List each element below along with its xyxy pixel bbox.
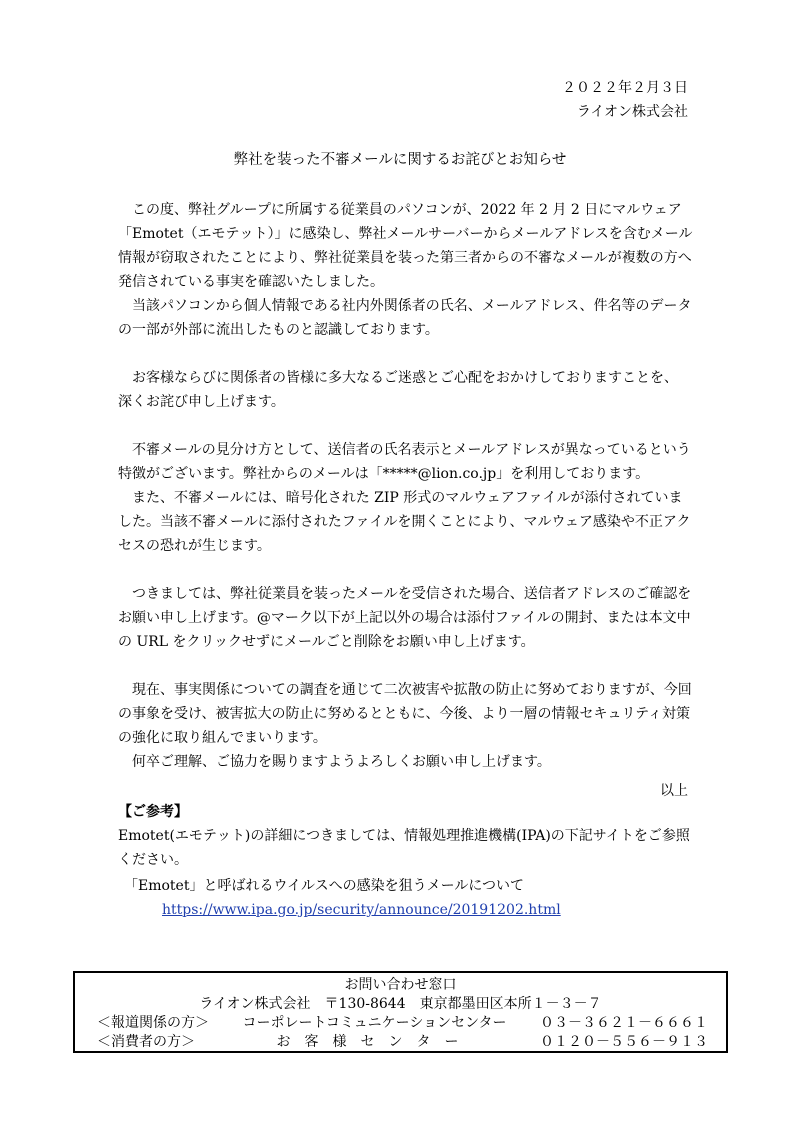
reference-url-link[interactable]: https://www.ipa.go.jp/security/announce/20191202.html bbox=[162, 902, 561, 918]
body-line: この度、弊社グループに所属する従業員のパソコンが、2022 年 2 月 2 日にマルウェア bbox=[132, 202, 682, 218]
consumer-label: ＜消費者の方＞ bbox=[97, 1034, 195, 1050]
reference-line: Emotet(エモテット)の詳細につきましては、情報処理推進機構(IPA)の下記サイトをご参照 bbox=[118, 828, 690, 844]
contact-row-press bbox=[97, 1012, 708, 1032]
body-text bbox=[118, 198, 693, 774]
consumer-phone: ０１２０－５５６－９１３ bbox=[540, 1034, 708, 1050]
body-line: 不審メールの見分け方として、送信者の氏名表示とメールアドレスが異なっているという bbox=[132, 442, 691, 458]
contact-address: ライオン株式会社 〒130-8644 東京都墨田区本所１－３－７ bbox=[199, 996, 602, 1012]
body-line: の URL をクリックせずにメールごと削除をお願い申し上げます。 bbox=[118, 634, 535, 650]
body-line: 発信されている事実を確認いたしました。 bbox=[118, 274, 384, 290]
contact-box bbox=[73, 971, 728, 1053]
body-line: また、不審メールには、暗号化された ZIP 形式のマルウェアファイルが添付されていま bbox=[132, 490, 683, 506]
contact-heading: お問い合わせ窓口 bbox=[344, 977, 457, 993]
body-line: 深くお詫び申し上げます。 bbox=[118, 394, 285, 410]
body-line: つきましては、弊社従業員を装ったメールを受信された場合、送信者アドレスのご確認を bbox=[132, 586, 692, 602]
body-line: お願い申し上げます。@マーク以下が上記以外の場合は添付ファイルの開封、または本文中 bbox=[118, 610, 691, 626]
body-line: 情報が窃取されたことにより、弊社従業員を装った第三者からの不審なメールが複数の方へ bbox=[118, 250, 692, 266]
consumer-department: お 客 様 セ ン タ ー bbox=[276, 1034, 459, 1050]
issue-date: ２０２２年２月３日 bbox=[562, 80, 688, 96]
company-name: ライオン株式会社 bbox=[576, 104, 688, 120]
body-line: の一部が外部に流出したものと認識しております。 bbox=[118, 322, 439, 338]
body-line: の強化に取り組んでまいります。 bbox=[118, 730, 327, 746]
body-line: セスの恐れが生じます。 bbox=[118, 538, 271, 554]
body-line: 当該パソコンから個人情報である社内外関係者の氏名、メールアドレス、件名等のデータ bbox=[132, 298, 692, 314]
contact-row-consumer bbox=[97, 1031, 708, 1051]
body-line: 特徴がございます。弊社からのメールは「*****@lion.co.jp」を利用しております。 bbox=[118, 466, 650, 482]
body-line: の事象を受け、被害拡大の防止に努めるとともに、今後、より一層の情報セキュリティ対策 bbox=[118, 706, 691, 722]
page-title: 弊社を装った不審メールに関するお詫びとお知らせ bbox=[233, 152, 567, 168]
reference-heading: 【ご参考】 bbox=[118, 804, 188, 820]
press-phone: ０３－３６２１－６６６１ bbox=[539, 1015, 708, 1031]
press-label: ＜報道関係の方＞ bbox=[97, 1015, 209, 1031]
press-department: コーポレートコミュニケーションセンター bbox=[242, 1015, 507, 1031]
reference-line: ください。 bbox=[118, 852, 188, 868]
body-line: 現在、事実関係についての調査を通じて二次被害や拡散の防止に努めておりますが、今回 bbox=[132, 682, 692, 698]
closing-mark: 以上 bbox=[660, 783, 688, 799]
body-line: 「Emotet（エモテット）」に感染し、弊社メールサーバーからメールアドレスを含むメール bbox=[118, 226, 693, 242]
body-line: した。当該不審メールに添付されたファイルを開くことにより、マルウェア感染や不正アク bbox=[118, 514, 691, 530]
body-line: お客様ならびに関係者の皆様に多大なるご迷惑とご心配をおかけしておりますことを、 bbox=[132, 370, 678, 386]
body-line: 何卒ご理解、ご協力を賜りますようよろしくお願い申し上げます。 bbox=[132, 754, 551, 770]
reference-link-title: 「Emotet」と呼ばれるウイルスへの感染を狙うメールについて bbox=[124, 878, 525, 894]
